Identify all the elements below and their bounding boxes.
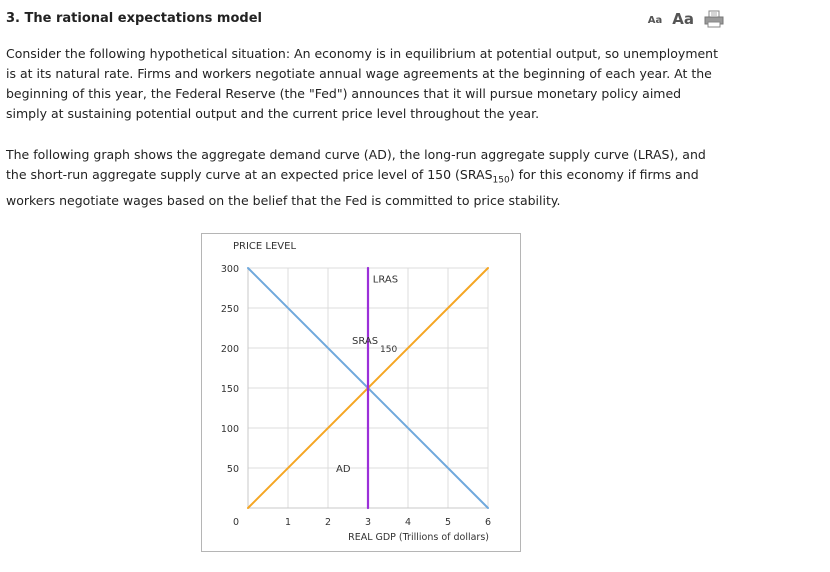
y-axis-label: PRICE LEVEL bbox=[233, 241, 297, 252]
question-title: 3. The rational expectations model bbox=[6, 11, 262, 26]
series-label-lras: LRAS bbox=[372, 274, 399, 286]
series-label-ad: AD bbox=[336, 464, 351, 475]
x-axis-label: REAL GDP (Trillions of dollars) bbox=[348, 532, 489, 543]
x-tick-label: 3 bbox=[364, 517, 372, 528]
y-tick-label: 0 bbox=[232, 517, 239, 528]
y-tick-label: 200 bbox=[220, 344, 239, 355]
series-label-subscript: 150 bbox=[380, 345, 398, 355]
chart-container bbox=[201, 233, 521, 552]
y-tick-label: 100 bbox=[220, 424, 239, 435]
x-tick-label: 5 bbox=[444, 517, 452, 528]
x-tick-label: 6 bbox=[484, 517, 492, 528]
print-icon[interactable] bbox=[704, 10, 724, 28]
x-tick-label: 1 bbox=[284, 517, 292, 528]
y-tick-label: 50 bbox=[226, 464, 239, 475]
graph-description-paragraph bbox=[6, 145, 722, 211]
toolbar bbox=[648, 10, 724, 28]
y-tick-label: 250 bbox=[220, 304, 239, 315]
x-tick-label: 4 bbox=[404, 517, 412, 528]
x-tick-label: 2 bbox=[324, 517, 332, 528]
graph-description-text: The following graph shows the aggregate demand curve (AD), the long-run aggregate supply curve (LRAS), and the short-run aggregate supply curve at an expected price level of 150 (SRAS bbox=[6, 147, 706, 182]
font-size-large-button[interactable]: Aa bbox=[672, 10, 694, 28]
ad-as-chart bbox=[202, 234, 520, 551]
y-tick-label: 300 bbox=[220, 264, 239, 275]
scenario-paragraph: Consider the following hypothetical situation: An economy is in equilibrium at potential output, so unemployment is at its natural rate. Firms and workers negotiate annual wage agreements at the beginning of each year. At the beginning of this year, the Federal Reserve (the "Fed") announces that it will pursue monetary policy aimed simply at sustaining potential output and the current price level throughout the year. bbox=[6, 46, 719, 121]
font-size-small-button[interactable]: Aa bbox=[647, 15, 663, 26]
graph-description-subscript: 150 bbox=[492, 175, 510, 186]
graph-description-text-end: ) for this economy if firms and workers negotiate wages based on the belief that the Fed is committed to price stability. bbox=[6, 167, 699, 208]
series-label-sras: SRAS bbox=[352, 336, 379, 347]
y-tick-label: 150 bbox=[220, 384, 239, 395]
